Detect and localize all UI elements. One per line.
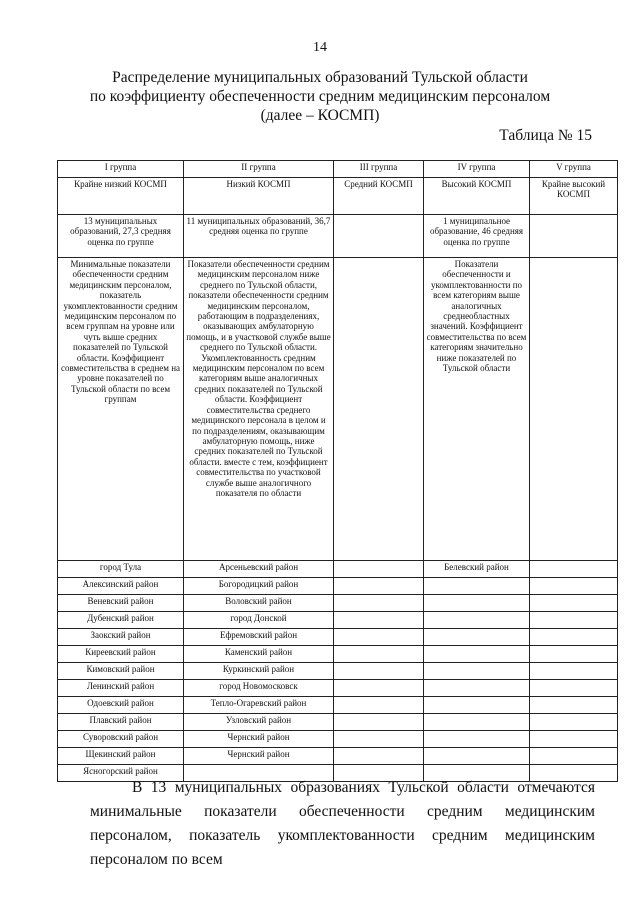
district-cell: Арсеньевский район	[184, 561, 334, 578]
district-cell: Ясногорский район	[58, 765, 184, 782]
district-cell: Чернский район	[184, 731, 334, 748]
district-cell: город Тула	[58, 561, 184, 578]
district-cell	[424, 578, 530, 595]
district-cell: Узловский район	[184, 714, 334, 731]
district-cell	[424, 748, 530, 765]
district-cell: Богородицкий район	[184, 578, 334, 595]
table-row	[58, 578, 618, 595]
district-cell	[530, 595, 618, 612]
district-cell	[334, 612, 424, 629]
district-cell	[424, 646, 530, 663]
district-cell	[334, 578, 424, 595]
group-header-cell: I группа	[58, 161, 184, 178]
page-number: 14	[313, 40, 327, 55]
level-row	[58, 178, 618, 215]
district-cell: Киреевский район	[58, 646, 184, 663]
description-cell	[334, 258, 424, 561]
district-cell: Алексинский район	[58, 578, 184, 595]
district-cell	[424, 595, 530, 612]
table-label: Таблица № 15	[499, 127, 592, 144]
table-row	[58, 731, 618, 748]
district-cell: город Донской	[184, 612, 334, 629]
district-cell: Тепло-Огаревский район	[184, 697, 334, 714]
group-header-cell: III группа	[334, 161, 424, 178]
district-cell	[530, 646, 618, 663]
table-row	[58, 561, 618, 578]
group-header-cell: II группа	[184, 161, 334, 178]
score-cell	[334, 215, 424, 258]
table-row	[58, 680, 618, 697]
district-cell	[424, 629, 530, 646]
table-row	[58, 714, 618, 731]
district-cell: Ленинский район	[58, 680, 184, 697]
district-cell	[334, 663, 424, 680]
district-cell	[334, 748, 424, 765]
score-cell	[530, 215, 618, 258]
table-row	[58, 748, 618, 765]
level-cell: Низкий КОСМП	[184, 178, 334, 215]
district-cell: Заокский район	[58, 629, 184, 646]
description-cell	[530, 258, 618, 561]
district-cell	[424, 697, 530, 714]
district-cell	[424, 680, 530, 697]
level-cell: Высокий КОСМП	[424, 178, 530, 215]
district-cell: Одоевский район	[58, 697, 184, 714]
district-cell: Куркинский район	[184, 663, 334, 680]
district-cell	[424, 731, 530, 748]
description-cell: Показатели обеспеченности и укомплектованности по всем категориям выше аналогичных среднеобластных значений. Коэффициент совместительства по всем категориям значительно ниже показателей по Тульской области	[424, 258, 530, 561]
table-row	[58, 697, 618, 714]
district-cell: Плавский район	[58, 714, 184, 731]
title-line-2: по коэффициенту обеспеченности средним медицинским персоналом	[89, 88, 551, 105]
district-cell	[334, 561, 424, 578]
score-cell: 13 муниципальных образований, 27,3 средняя оценка по группе	[58, 215, 184, 258]
district-cell: Воловский район	[184, 595, 334, 612]
district-cell	[530, 663, 618, 680]
district-cell	[334, 697, 424, 714]
district-cell	[530, 714, 618, 731]
district-cell	[530, 612, 618, 629]
score-cell: 11 муниципальных образований, 36,7 средняя оценка по группе	[184, 215, 334, 258]
table-row	[58, 629, 618, 646]
district-cell: Каменский район	[184, 646, 334, 663]
group-header-cell: V группа	[530, 161, 618, 178]
district-cell	[334, 629, 424, 646]
district-cell	[424, 663, 530, 680]
score-row	[58, 215, 618, 258]
district-cell: Ефремовский район	[184, 629, 334, 646]
body-text: В 13 муниципальных образованиях Тульской области отмечаются минимальные показатели обеспеченности средним медицинским персоналом, показатель укомплектованности средним медицинским персоналом по всем	[90, 779, 595, 868]
description-row	[58, 258, 618, 561]
body-paragraph	[90, 776, 595, 872]
district-cell	[530, 578, 618, 595]
district-cell	[530, 629, 618, 646]
table-row	[58, 663, 618, 680]
district-cell: Кимовский район	[58, 663, 184, 680]
district-cell: Дубенский район	[58, 612, 184, 629]
district-cell	[530, 561, 618, 578]
level-cell: Крайне низкий КОСМП	[58, 178, 184, 215]
district-cell	[530, 680, 618, 697]
group-header-cell: IV группа	[424, 161, 530, 178]
level-cell: Средний КОСМП	[334, 178, 424, 215]
table-row	[58, 595, 618, 612]
district-cell	[334, 595, 424, 612]
district-cell	[334, 646, 424, 663]
district-cell	[334, 714, 424, 731]
title-line-3: (далее – КОСМП)	[260, 107, 380, 124]
district-cell	[334, 731, 424, 748]
description-cell: Минимальные показатели обеспеченности средним медицинским персоналом, показатель укомплектованности средним медицинским персоналом по всем группам на уровне или чуть выше средних показателей по Тульской области. Коэффициент совместительства в среднем на уровне показателей по Тульской области по всем группам	[58, 258, 184, 561]
group-header-row	[58, 161, 618, 178]
description-cell: Показатели обеспеченности средним медицинским персоналом ниже среднего по Тульской области, показатели обеспеченности средним медицинским персоналом, работающим в подразделениях, оказывающих амбулаторную помощь, и в участковой службе выше среднего по Тульской области. Укомплектованность средним медицинским персоналом по всем категориям выше аналогичных средних показателей по Тульской области. Коэффициент совместительства среднего медицинского персонала в целом и по подразделениям, оказывающим амбулаторную помощь, ниже средних показателей по Тульской области. вместе с тем, коэффициент совместительства по участковой службе выше аналогичного показателя по области	[184, 258, 334, 561]
district-cell	[334, 680, 424, 697]
district-cell: Белевский район	[424, 561, 530, 578]
district-cell: Чернский район	[184, 748, 334, 765]
district-cell: Щекинский район	[58, 748, 184, 765]
district-cell	[530, 748, 618, 765]
district-cell	[530, 731, 618, 748]
title-line-1: Распределение муниципальных образований Тульской области	[112, 69, 528, 86]
score-cell: 1 муниципальное образование, 46 средняя оценка по группе	[424, 215, 530, 258]
district-cell	[424, 612, 530, 629]
document-title	[60, 68, 580, 125]
level-cell: Крайне высокий КОСМП	[530, 178, 618, 215]
table-row	[58, 646, 618, 663]
table-row	[58, 612, 618, 629]
district-cell: Суворовский район	[58, 731, 184, 748]
district-cell: город Новомосковск	[184, 680, 334, 697]
district-cell: Веневский район	[58, 595, 184, 612]
district-cell	[530, 697, 618, 714]
distribution-table	[57, 160, 618, 782]
district-cell	[424, 714, 530, 731]
